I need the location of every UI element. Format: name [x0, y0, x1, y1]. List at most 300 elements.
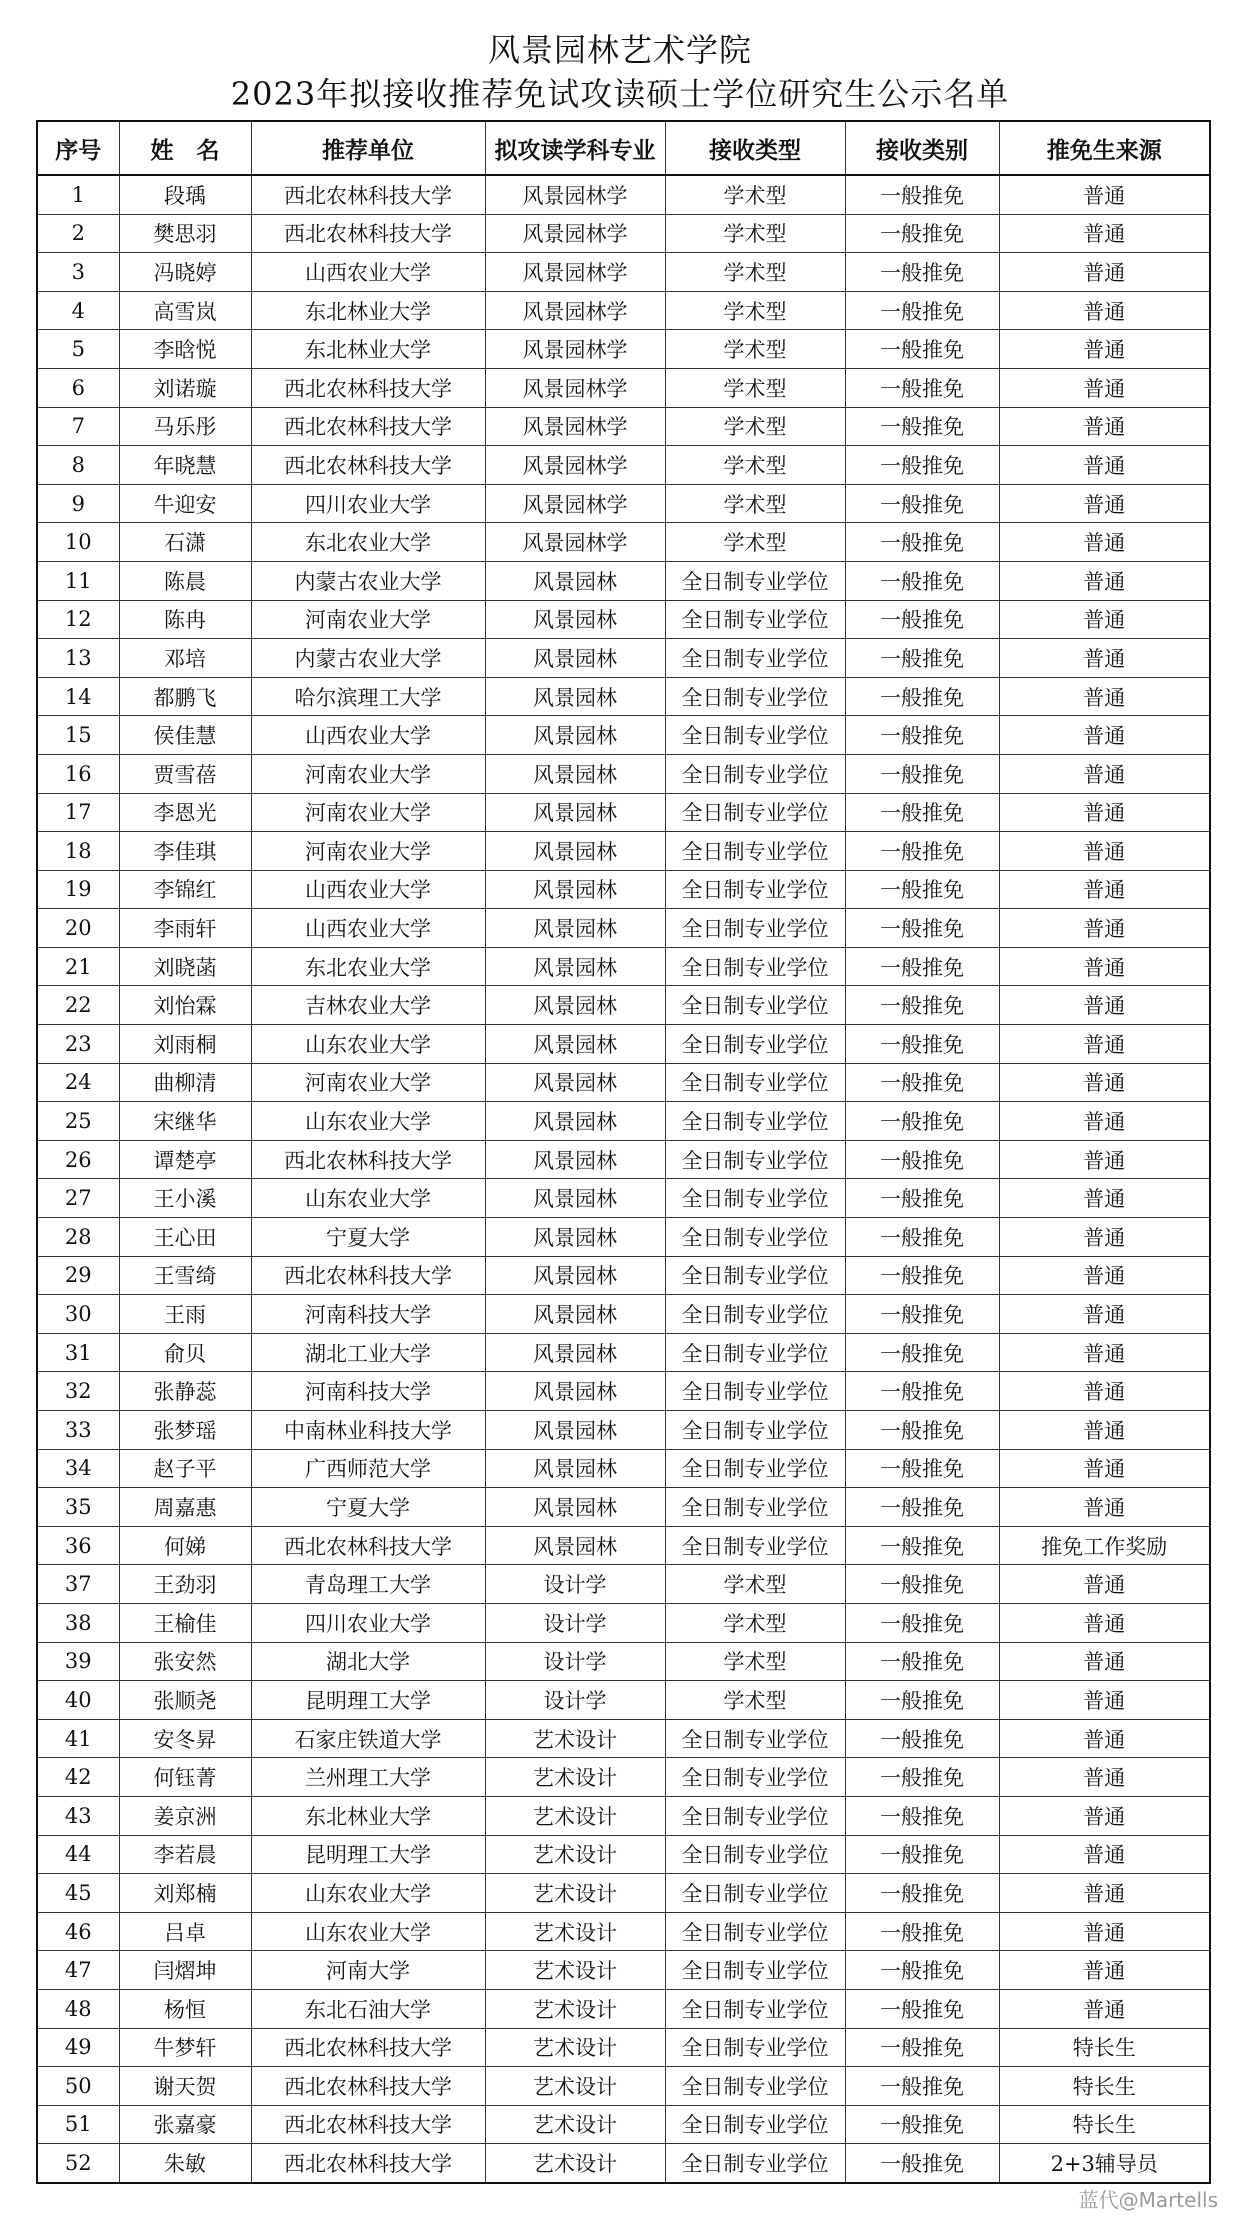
cell-source: 普通 [999, 561, 1210, 600]
table-row [37, 1063, 1210, 1102]
cell-recommending-unit: 西北农林科技大学 [251, 446, 485, 485]
cell-index: 16 [37, 754, 119, 793]
cell-admission-type: 全日制专业学位 [665, 793, 845, 832]
cell-major: 风景园林 [485, 600, 665, 639]
cell-source: 普通 [999, 1758, 1210, 1797]
table-row [37, 947, 1210, 986]
cell-major: 风景园林 [485, 947, 665, 986]
cell-major: 风景园林学 [485, 484, 665, 523]
cell-admission-type: 全日制专业学位 [665, 947, 845, 986]
cell-name: 李恩光 [119, 793, 251, 832]
cell-admission-type: 全日制专业学位 [665, 1874, 845, 1913]
cell-index: 15 [37, 716, 119, 755]
cell-source: 普通 [999, 1565, 1210, 1604]
cell-source: 普通 [999, 523, 1210, 562]
cell-major: 风景园林 [485, 1063, 665, 1102]
cell-source: 2+3辅导员 [999, 2144, 1210, 2183]
cell-major: 风景园林 [485, 1488, 665, 1527]
cell-admission-category: 一般推免 [845, 1411, 999, 1450]
cell-source: 普通 [999, 175, 1210, 214]
cell-admission-category: 一般推免 [845, 986, 999, 1025]
cell-admission-category: 一般推免 [845, 1603, 999, 1642]
cell-major: 风景园林学 [485, 253, 665, 292]
cell-source: 推免工作奖励 [999, 1526, 1210, 1565]
cell-name: 曲柳清 [119, 1063, 251, 1102]
cell-index: 43 [37, 1796, 119, 1835]
cell-major: 风景园林学 [485, 291, 665, 330]
cell-name: 朱敏 [119, 2144, 251, 2183]
cell-admission-category: 一般推免 [845, 291, 999, 330]
cell-major: 风景园林学 [485, 368, 665, 407]
cell-recommending-unit: 昆明理工大学 [251, 1681, 485, 1720]
cell-major: 风景园林 [485, 1333, 665, 1372]
cell-admission-category: 一般推免 [845, 1642, 999, 1681]
cell-admission-type: 学术型 [665, 1565, 845, 1604]
cell-major: 风景园林 [485, 1526, 665, 1565]
cell-admission-category: 一般推免 [845, 1449, 999, 1488]
cell-index: 35 [37, 1488, 119, 1527]
cell-source: 普通 [999, 754, 1210, 793]
cell-admission-type: 全日制专业学位 [665, 677, 845, 716]
cell-source: 普通 [999, 1025, 1210, 1064]
cell-name: 李晗悦 [119, 330, 251, 369]
cell-recommending-unit: 山西农业大学 [251, 870, 485, 909]
cell-admission-type: 学术型 [665, 1681, 845, 1720]
cell-major: 设计学 [485, 1603, 665, 1642]
table-row [37, 1603, 1210, 1642]
header-recommending-unit: 推荐单位 [251, 121, 485, 175]
cell-admission-type: 全日制专业学位 [665, 1449, 845, 1488]
cell-recommending-unit: 广西师范大学 [251, 1449, 485, 1488]
table-row [37, 1372, 1210, 1411]
cell-index: 46 [37, 1912, 119, 1951]
cell-name: 张安然 [119, 1642, 251, 1681]
table-row [37, 1025, 1210, 1064]
cell-source: 普通 [999, 1951, 1210, 1990]
cell-major: 艺术设计 [485, 1758, 665, 1797]
table-row [37, 870, 1210, 909]
cell-major: 风景园林 [485, 870, 665, 909]
cell-admission-category: 一般推免 [845, 1912, 999, 1951]
cell-recommending-unit: 山西农业大学 [251, 716, 485, 755]
cell-recommending-unit: 哈尔滨理工大学 [251, 677, 485, 716]
cell-recommending-unit: 河南农业大学 [251, 793, 485, 832]
table-row [37, 986, 1210, 1025]
cell-admission-category: 一般推免 [845, 1874, 999, 1913]
cell-index: 22 [37, 986, 119, 1025]
cell-index: 31 [37, 1333, 119, 1372]
cell-admission-type: 全日制专业学位 [665, 1526, 845, 1565]
cell-admission-category: 一般推免 [845, 1295, 999, 1334]
cell-admission-category: 一般推免 [845, 1140, 999, 1179]
cell-recommending-unit: 湖北大学 [251, 1642, 485, 1681]
cell-source: 普通 [999, 1603, 1210, 1642]
cell-name: 周嘉惠 [119, 1488, 251, 1527]
header-source: 推免生来源 [999, 121, 1210, 175]
cell-recommending-unit: 河南农业大学 [251, 1063, 485, 1102]
table-row [37, 1295, 1210, 1334]
cell-name: 张梦瑶 [119, 1411, 251, 1450]
cell-index: 29 [37, 1256, 119, 1295]
cell-index: 26 [37, 1140, 119, 1179]
cell-major: 风景园林 [485, 1372, 665, 1411]
cell-index: 50 [37, 2067, 119, 2106]
cell-name: 俞贝 [119, 1333, 251, 1372]
table-row [37, 1565, 1210, 1604]
cell-admission-type: 学术型 [665, 253, 845, 292]
cell-admission-type: 全日制专业学位 [665, 1835, 845, 1874]
cell-admission-category: 一般推免 [845, 947, 999, 986]
cell-recommending-unit: 河南农业大学 [251, 754, 485, 793]
cell-major: 风景园林 [485, 561, 665, 600]
cell-admission-category: 一般推免 [845, 2105, 999, 2144]
table-row [37, 1835, 1210, 1874]
cell-admission-category: 一般推免 [845, 1102, 999, 1141]
table-row [37, 1758, 1210, 1797]
cell-source: 特长生 [999, 2028, 1210, 2067]
table-row [37, 1488, 1210, 1527]
cell-admission-category: 一般推免 [845, 1758, 999, 1797]
cell-index: 12 [37, 600, 119, 639]
cell-source: 普通 [999, 1449, 1210, 1488]
cell-admission-type: 全日制专业学位 [665, 1488, 845, 1527]
cell-admission-type: 全日制专业学位 [665, 1295, 845, 1334]
cell-admission-category: 一般推免 [845, 2067, 999, 2106]
header-name: 姓 名 [119, 121, 251, 175]
cell-recommending-unit: 西北农林科技大学 [251, 1256, 485, 1295]
table-row [37, 832, 1210, 871]
cell-recommending-unit: 山东农业大学 [251, 1179, 485, 1218]
cell-major: 风景园林 [485, 1411, 665, 1450]
cell-recommending-unit: 河南科技大学 [251, 1372, 485, 1411]
cell-admission-type: 全日制专业学位 [665, 1372, 845, 1411]
cell-index: 48 [37, 1989, 119, 2028]
cell-index: 33 [37, 1411, 119, 1450]
cell-admission-category: 一般推免 [845, 523, 999, 562]
cell-source: 普通 [999, 793, 1210, 832]
cell-admission-type: 全日制专业学位 [665, 1140, 845, 1179]
cell-recommending-unit: 东北农业大学 [251, 947, 485, 986]
table-row [37, 600, 1210, 639]
cell-name: 冯晓婷 [119, 253, 251, 292]
cell-name: 段瑀 [119, 175, 251, 214]
cell-admission-type: 全日制专业学位 [665, 1719, 845, 1758]
cell-source: 普通 [999, 1333, 1210, 1372]
cell-recommending-unit: 湖北工业大学 [251, 1333, 485, 1372]
cell-recommending-unit: 山东农业大学 [251, 1912, 485, 1951]
cell-admission-type: 学术型 [665, 330, 845, 369]
cell-major: 艺术设计 [485, 1719, 665, 1758]
table-row [37, 1951, 1210, 1990]
cell-recommending-unit: 西北农林科技大学 [251, 407, 485, 446]
cell-index: 32 [37, 1372, 119, 1411]
cell-name: 王雨 [119, 1295, 251, 1334]
cell-name: 牛迎安 [119, 484, 251, 523]
cell-index: 19 [37, 870, 119, 909]
cell-admission-type: 全日制专业学位 [665, 1179, 845, 1218]
cell-name: 陈冉 [119, 600, 251, 639]
cell-source: 普通 [999, 909, 1210, 948]
cell-index: 36 [37, 1526, 119, 1565]
cell-recommending-unit: 山东农业大学 [251, 1874, 485, 1913]
cell-index: 7 [37, 407, 119, 446]
cell-source: 普通 [999, 947, 1210, 986]
table-row [37, 1874, 1210, 1913]
table-row [37, 407, 1210, 446]
cell-major: 风景园林 [485, 639, 665, 678]
table-body [37, 175, 1210, 2183]
cell-recommending-unit: 东北林业大学 [251, 330, 485, 369]
table-row [37, 1526, 1210, 1565]
cell-major: 风景园林 [485, 1295, 665, 1334]
cell-source: 特长生 [999, 2105, 1210, 2144]
cell-name: 吕卓 [119, 1912, 251, 1951]
cell-index: 24 [37, 1063, 119, 1102]
cell-recommending-unit: 山西农业大学 [251, 909, 485, 948]
cell-source: 普通 [999, 1874, 1210, 1913]
cell-recommending-unit: 内蒙古农业大学 [251, 561, 485, 600]
cell-admission-type: 学术型 [665, 484, 845, 523]
cell-admission-category: 一般推免 [845, 175, 999, 214]
cell-admission-type: 全日制专业学位 [665, 639, 845, 678]
cell-index: 8 [37, 446, 119, 485]
cell-admission-type: 全日制专业学位 [665, 2144, 845, 2183]
cell-name: 王榆佳 [119, 1603, 251, 1642]
cell-name: 李锦红 [119, 870, 251, 909]
cell-recommending-unit: 四川农业大学 [251, 484, 485, 523]
cell-index: 2 [37, 214, 119, 253]
cell-major: 艺术设计 [485, 2144, 665, 2183]
cell-major: 风景园林 [485, 832, 665, 871]
cell-recommending-unit: 山西农业大学 [251, 253, 485, 292]
cell-recommending-unit: 青岛理工大学 [251, 1565, 485, 1604]
watermark: 蓝代@Martells [1078, 2188, 1218, 2212]
cell-admission-type: 全日制专业学位 [665, 1063, 845, 1102]
cell-recommending-unit: 中南林业科技大学 [251, 1411, 485, 1450]
cell-name: 王劲羽 [119, 1565, 251, 1604]
cell-admission-category: 一般推免 [845, 1719, 999, 1758]
cell-major: 风景园林 [485, 1218, 665, 1257]
cell-name: 贾雪蓓 [119, 754, 251, 793]
cell-major: 风景园林 [485, 909, 665, 948]
cell-admission-type: 学术型 [665, 291, 845, 330]
cell-index: 3 [37, 253, 119, 292]
table-row [37, 484, 1210, 523]
cell-name: 李佳琪 [119, 832, 251, 871]
table-row [37, 214, 1210, 253]
cell-admission-type: 全日制专业学位 [665, 1102, 845, 1141]
cell-source: 普通 [999, 600, 1210, 639]
header-admission-category: 接收类别 [845, 121, 999, 175]
cell-admission-type: 学术型 [665, 1603, 845, 1642]
cell-admission-category: 一般推免 [845, 1951, 999, 1990]
cell-major: 设计学 [485, 1681, 665, 1720]
cell-admission-type: 全日制专业学位 [665, 870, 845, 909]
table-row [37, 2144, 1210, 2183]
cell-admission-category: 一般推免 [845, 407, 999, 446]
cell-admission-type: 全日制专业学位 [665, 754, 845, 793]
cell-recommending-unit: 西北农林科技大学 [251, 2105, 485, 2144]
cell-admission-type: 全日制专业学位 [665, 600, 845, 639]
cell-recommending-unit: 西北农林科技大学 [251, 368, 485, 407]
cell-recommending-unit: 西北农林科技大学 [251, 1526, 485, 1565]
table-header-row [37, 121, 1210, 175]
cell-index: 30 [37, 1295, 119, 1334]
cell-source: 普通 [999, 1488, 1210, 1527]
cell-source: 普通 [999, 1102, 1210, 1141]
table-row [37, 523, 1210, 562]
cell-name: 刘怡霖 [119, 986, 251, 1025]
cell-name: 闫熠坤 [119, 1951, 251, 1990]
cell-admission-type: 全日制专业学位 [665, 1758, 845, 1797]
table-row [37, 175, 1210, 214]
cell-name: 谢天贺 [119, 2067, 251, 2106]
cell-name: 石潇 [119, 523, 251, 562]
cell-index: 18 [37, 832, 119, 871]
cell-index: 39 [37, 1642, 119, 1681]
table-row [37, 368, 1210, 407]
table-row [37, 1681, 1210, 1720]
cell-source: 特长生 [999, 2067, 1210, 2106]
cell-recommending-unit: 河南农业大学 [251, 600, 485, 639]
cell-recommending-unit: 东北农业大学 [251, 523, 485, 562]
cell-index: 47 [37, 1951, 119, 1990]
table-row [37, 1449, 1210, 1488]
cell-admission-category: 一般推免 [845, 832, 999, 871]
cell-major: 风景园林 [485, 1449, 665, 1488]
cell-name: 谭楚亭 [119, 1140, 251, 1179]
table-row [37, 1179, 1210, 1218]
cell-admission-category: 一般推免 [845, 214, 999, 253]
table-row [37, 2028, 1210, 2067]
cell-major: 艺术设计 [485, 1796, 665, 1835]
cell-source: 普通 [999, 1295, 1210, 1334]
cell-name: 宋继华 [119, 1102, 251, 1141]
cell-index: 21 [37, 947, 119, 986]
cell-major: 风景园林 [485, 986, 665, 1025]
cell-recommending-unit: 兰州理工大学 [251, 1758, 485, 1797]
cell-index: 44 [37, 1835, 119, 1874]
cell-admission-type: 全日制专业学位 [665, 1411, 845, 1450]
cell-recommending-unit: 西北农林科技大学 [251, 2144, 485, 2183]
cell-name: 安冬昇 [119, 1719, 251, 1758]
cell-admission-category: 一般推免 [845, 1681, 999, 1720]
cell-admission-type: 学术型 [665, 175, 845, 214]
cell-recommending-unit: 西北农林科技大学 [251, 2028, 485, 2067]
cell-index: 9 [37, 484, 119, 523]
cell-recommending-unit: 山东农业大学 [251, 1025, 485, 1064]
cell-index: 4 [37, 291, 119, 330]
cell-source: 普通 [999, 639, 1210, 678]
cell-index: 25 [37, 1102, 119, 1141]
cell-admission-type: 全日制专业学位 [665, 1951, 845, 1990]
cell-major: 艺术设计 [485, 1989, 665, 2028]
cell-index: 28 [37, 1218, 119, 1257]
table-row [37, 909, 1210, 948]
title-line-2: 2023年拟接收推荐免试攻读硕士学位研究生公示名单 [230, 75, 1010, 113]
cell-admission-category: 一般推免 [845, 909, 999, 948]
cell-admission-category: 一般推免 [845, 1488, 999, 1527]
cell-admission-category: 一般推免 [845, 330, 999, 369]
cell-index: 40 [37, 1681, 119, 1720]
cell-recommending-unit: 河南农业大学 [251, 832, 485, 871]
cell-source: 普通 [999, 1179, 1210, 1218]
table-row [37, 1411, 1210, 1450]
cell-admission-category: 一般推免 [845, 1333, 999, 1372]
cell-name: 王小溪 [119, 1179, 251, 1218]
cell-recommending-unit: 东北石油大学 [251, 1989, 485, 2028]
list-table-container [36, 120, 1209, 2184]
cell-admission-type: 学术型 [665, 407, 845, 446]
cell-major: 风景园林学 [485, 523, 665, 562]
cell-admission-type: 全日制专业学位 [665, 832, 845, 871]
table-row [37, 1102, 1210, 1141]
cell-admission-type: 全日制专业学位 [665, 1989, 845, 2028]
cell-admission-category: 一般推免 [845, 1526, 999, 1565]
cell-index: 23 [37, 1025, 119, 1064]
cell-admission-type: 学术型 [665, 446, 845, 485]
table-row [37, 1912, 1210, 1951]
cell-name: 刘雨桐 [119, 1025, 251, 1064]
cell-major: 风景园林学 [485, 407, 665, 446]
cell-major: 风景园林学 [485, 330, 665, 369]
cell-major: 风景园林 [485, 1140, 665, 1179]
cell-admission-type: 全日制专业学位 [665, 1256, 845, 1295]
cell-admission-category: 一般推免 [845, 1218, 999, 1257]
cell-admission-type: 全日制专业学位 [665, 1025, 845, 1064]
cell-name: 年晓慧 [119, 446, 251, 485]
cell-admission-type: 全日制专业学位 [665, 1333, 845, 1372]
cell-name: 马乐彤 [119, 407, 251, 446]
cell-index: 41 [37, 1719, 119, 1758]
cell-name: 姜京洲 [119, 1796, 251, 1835]
cell-major: 设计学 [485, 1642, 665, 1681]
cell-name: 都鹏飞 [119, 677, 251, 716]
cell-index: 52 [37, 2144, 119, 2183]
cell-admission-type: 学术型 [665, 1642, 845, 1681]
cell-major: 风景园林 [485, 1025, 665, 1064]
cell-source: 普通 [999, 1063, 1210, 1102]
cell-recommending-unit: 四川农业大学 [251, 1603, 485, 1642]
cell-admission-type: 全日制专业学位 [665, 2028, 845, 2067]
cell-source: 普通 [999, 407, 1210, 446]
cell-name: 牛梦轩 [119, 2028, 251, 2067]
cell-recommending-unit: 西北农林科技大学 [251, 214, 485, 253]
cell-name: 张静蕊 [119, 1372, 251, 1411]
table-row [37, 1140, 1210, 1179]
cell-index: 51 [37, 2105, 119, 2144]
cell-admission-category: 一般推免 [845, 1179, 999, 1218]
cell-name: 赵子平 [119, 1449, 251, 1488]
table-row [37, 1796, 1210, 1835]
cell-admission-type: 学术型 [665, 368, 845, 407]
cell-major: 风景园林 [485, 1179, 665, 1218]
cell-major: 艺术设计 [485, 2105, 665, 2144]
table-row [37, 716, 1210, 755]
table-row [37, 1642, 1210, 1681]
cell-admission-type: 全日制专业学位 [665, 561, 845, 600]
cell-admission-type: 全日制专业学位 [665, 716, 845, 755]
cell-source: 普通 [999, 484, 1210, 523]
header-major: 拟攻读学科专业 [485, 121, 665, 175]
cell-source: 普通 [999, 1642, 1210, 1681]
table-row [37, 677, 1210, 716]
table-row [37, 1989, 1210, 2028]
cell-recommending-unit: 西北农林科技大学 [251, 2067, 485, 2106]
cell-name: 陈晨 [119, 561, 251, 600]
cell-recommending-unit: 西北农林科技大学 [251, 175, 485, 214]
document-title [0, 28, 1240, 116]
